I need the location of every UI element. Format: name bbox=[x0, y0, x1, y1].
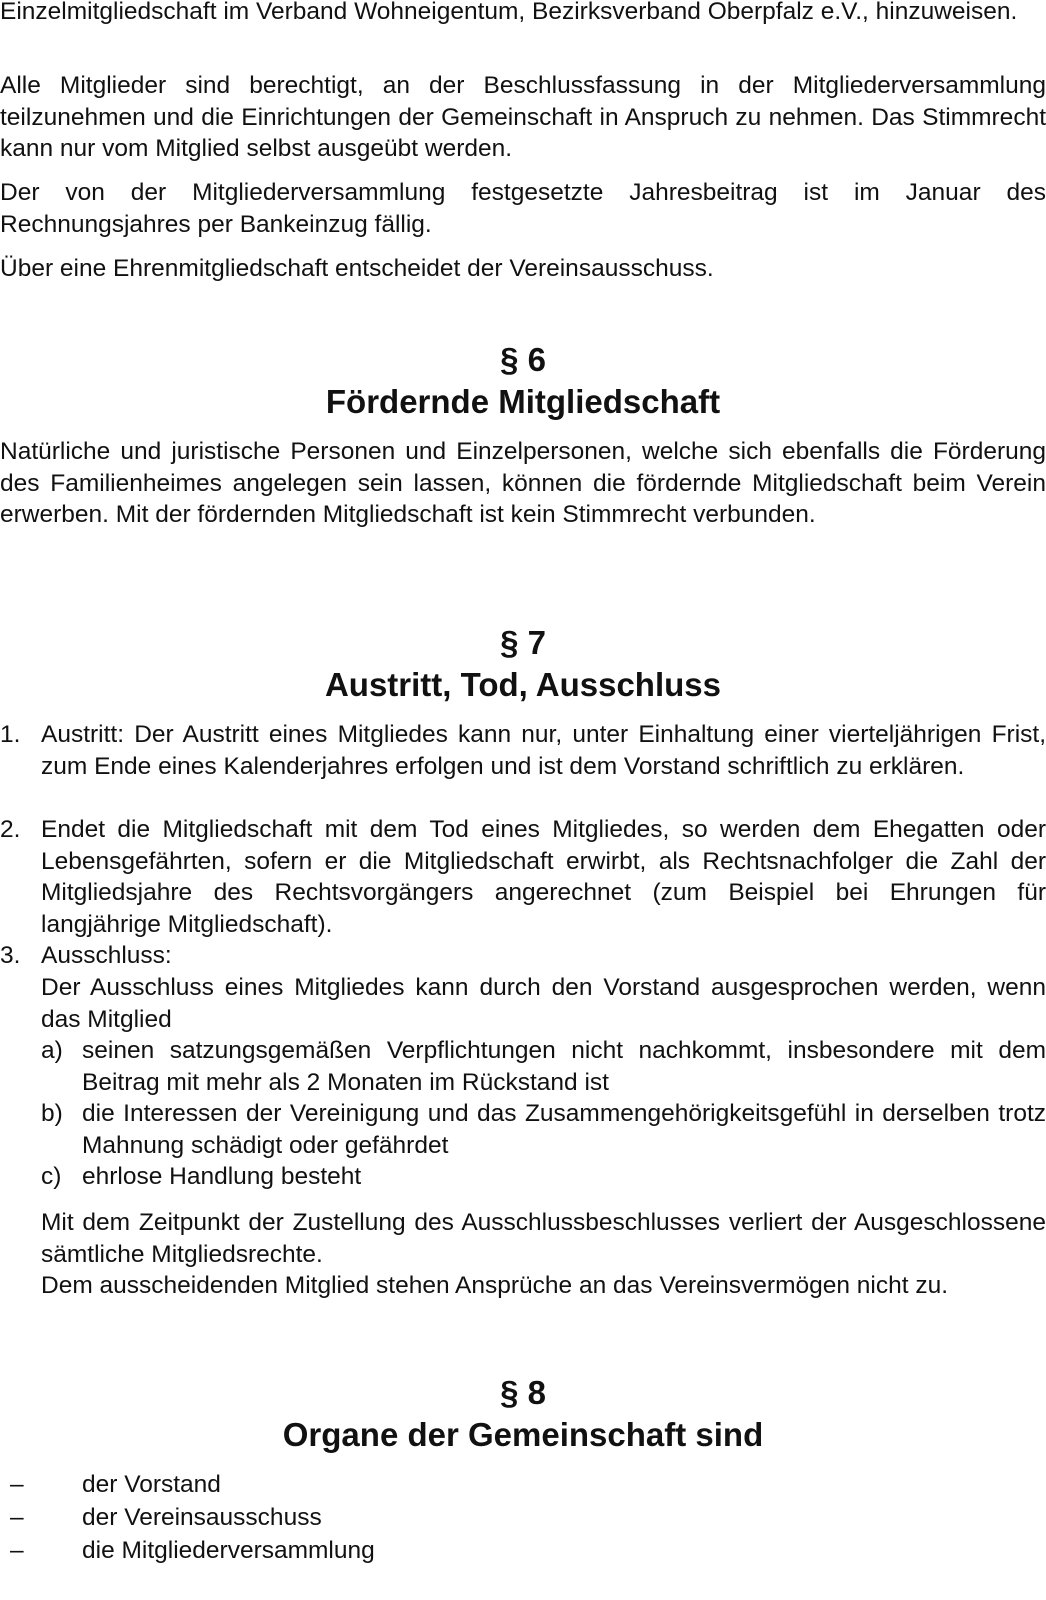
sub-item-text: die Interessen der Vereinigung und das Zusammengehörigkeitsgefühl in derselben trotz Mahnung schädigt oder gefährdet bbox=[82, 1100, 1046, 1159]
organ-text: die Mitgliederversammlung bbox=[82, 1537, 375, 1564]
sub-item-b bbox=[41, 1098, 1046, 1161]
section-7-title: Austritt, Tod, Ausschluss bbox=[324, 666, 722, 703]
organ-text: der Vorstand bbox=[82, 1471, 221, 1498]
list-item-tod bbox=[0, 814, 1046, 940]
organ-text: der Vereinsausschuss bbox=[82, 1504, 322, 1531]
list-text: Ausschluss: bbox=[41, 942, 172, 969]
list-number: 1. bbox=[0, 721, 21, 748]
dash-bullet-icon: – bbox=[10, 1537, 24, 1564]
list-text: Endet die Mitgliedschaft mit dem Tod eines Mitgliedes, so werden dem Ehegatten oder Lebensgefährten, sofern er die Mitgliedschaft erwirbt, als Rechtsnachfolger die Zahl der Mitgliedsjahre des Rechtsvorgängers angerechnet (zum Beispiel bei Ehrungen für langjährige Mitgliedschaft). bbox=[41, 816, 1046, 938]
closing-paragraph-1: Mit dem Zeitpunkt der Zustellung des Ausschlussbeschlusses verliert der Ausgeschlossene sämtliche Mitgliedsrechte. bbox=[41, 1209, 1046, 1268]
section-6-title: Fördernde Mitgliedschaft bbox=[325, 383, 721, 420]
section-8-number: § 8 bbox=[500, 1374, 546, 1411]
intro-paragraph-2: Alle Mitglieder sind berechtigt, an der Beschlussfassung in der Mitgliederversammlung teilzunehmen und die Einrichtungen der Gemeinschaft in Anspruch zu nehmen. Das Stimmrecht kann nur vom Mitglied selbst ausgeübt werden. bbox=[0, 72, 1046, 162]
dash-bullet-icon: – bbox=[10, 1504, 24, 1531]
intro-paragraph-3: Der von der Mitgliederversammlung festgesetzte Jahresbeitrag ist im Januar des Rechnungsjahres per Bankeinzug fällig. bbox=[0, 179, 1046, 238]
intro-paragraph-4: Über eine Ehrenmitgliedschaft entscheidet der Vereinsausschuss. bbox=[0, 255, 714, 282]
organ-item-vereinsausschuss bbox=[0, 1502, 1046, 1534]
intro-paragraph-1: Einzelmitgliedschaft im Verband Wohneigentum, Bezirksverband Oberpfalz e.V., hinzuweisen. bbox=[0, 0, 1018, 25]
list-item-ausschluss bbox=[0, 940, 1046, 972]
dash-bullet-icon: – bbox=[10, 1471, 24, 1498]
section-7-number: § 7 bbox=[500, 624, 546, 661]
section-8-title: Organe der Gemeinschaft sind bbox=[282, 1416, 764, 1453]
section-6-number: § 6 bbox=[500, 341, 546, 378]
sub-item-text: ehrlose Handlung besteht bbox=[82, 1163, 362, 1190]
organ-item-vorstand bbox=[0, 1469, 1046, 1501]
list-number: 3. bbox=[0, 942, 21, 969]
sub-item-letter: b) bbox=[41, 1100, 63, 1127]
exclusion-intro: Der Ausschluss eines Mitgliedes kann durch den Vorstand ausgesprochen werden, wenn das Mitglied bbox=[41, 974, 1046, 1033]
organ-item-mitgliederversammlung bbox=[0, 1535, 1046, 1567]
closing-paragraph-2: Dem ausscheidenden Mitglied stehen Ansprüche an das Vereinsvermögen nicht zu. bbox=[41, 1272, 949, 1299]
sub-item-text: seinen satzungsgemäßen Verpflichtungen nicht nachkommt, insbesondere mit dem Beitrag mit mehr als 2 Monaten im Rückstand ist bbox=[82, 1037, 1046, 1096]
list-text: Austritt: Der Austritt eines Mitgliedes kann nur, unter Einhaltung einer vierteljährigen Frist, zum Ende eines Kalenderjahres erfolgen und ist dem Vorstand schriftlich zu erklären. bbox=[41, 721, 1046, 780]
sub-item-c bbox=[41, 1161, 1046, 1193]
sub-item-letter: c) bbox=[41, 1163, 62, 1190]
sub-item-a bbox=[41, 1035, 1046, 1098]
list-number: 2. bbox=[0, 816, 21, 843]
list-item-austritt bbox=[0, 719, 1046, 782]
sub-item-letter: a) bbox=[41, 1037, 63, 1064]
section-6-text: Natürliche und juristische Personen und Einzelpersonen, welche sich ebenfalls die Förderung des Familienheimes angelegen sein lassen, können die fördernde Mitgliedschaft beim Verein erwerben. Mit der fördernden Mitgliedschaft ist kein Stimmrecht verbunden. bbox=[0, 438, 1046, 528]
